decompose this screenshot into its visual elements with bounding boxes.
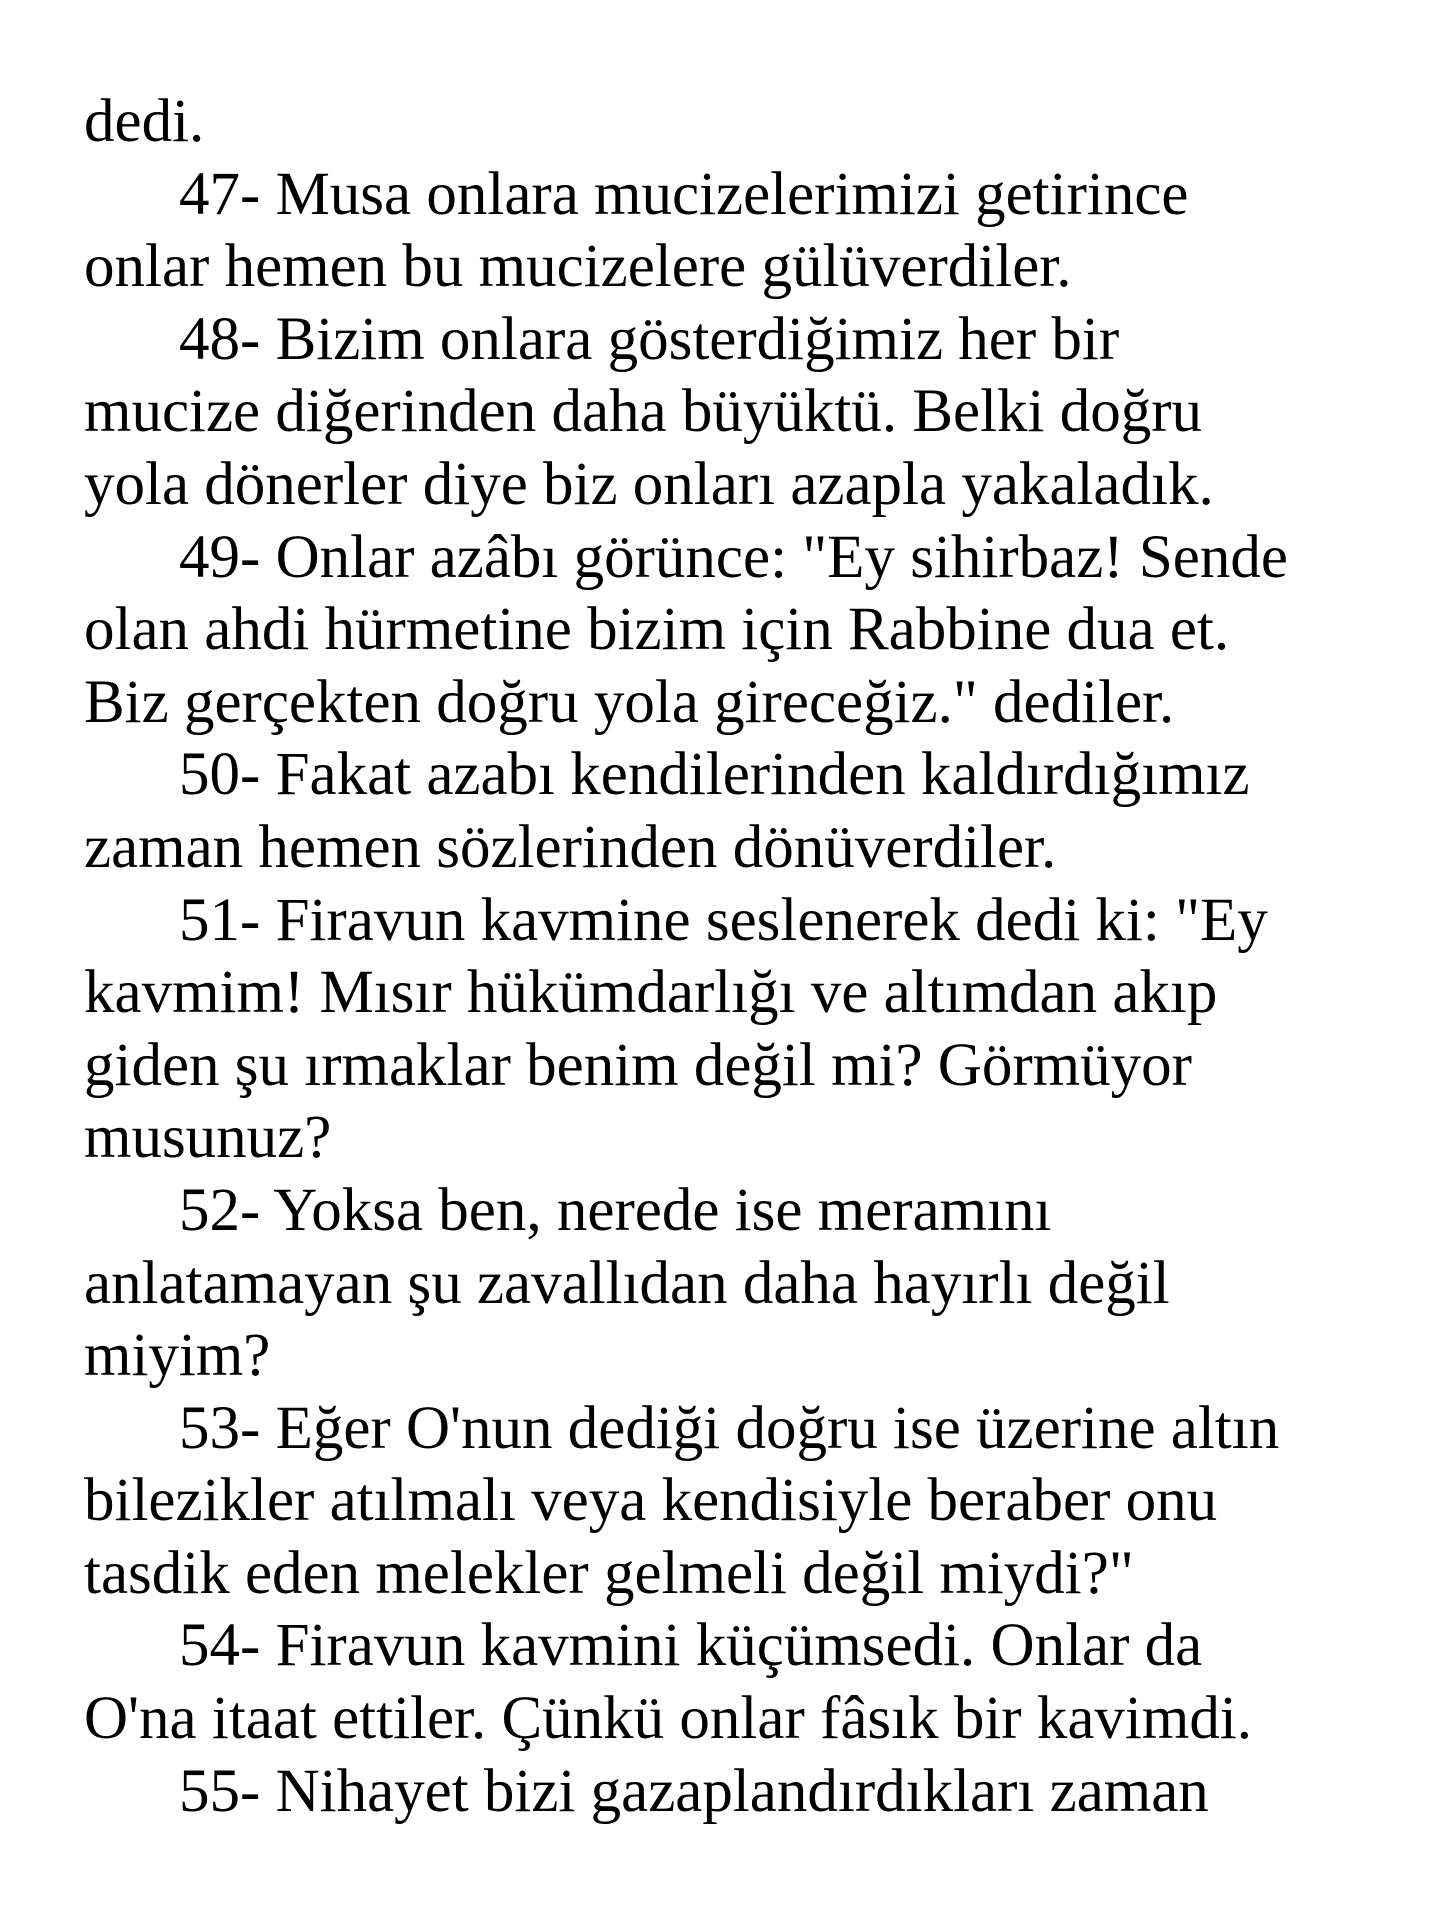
verse-49-start: 49- Onlar azâbı görünce: "Ey sihirbaz! Sende: [179, 523, 1288, 591]
document-page: [84, 86, 1404, 1828]
text-line-continuation: dedi.: [84, 88, 205, 155]
verse-54-start: 54- Firavun kavmini küçümsedi. Onlar da: [179, 1612, 1203, 1680]
verse-54-line: O'na itaat ettiler. Çünkü onlar fâsık bir kavimdi.: [84, 1685, 1253, 1753]
verse-48-start: 48- Bizim onlara gösterdiğimiz her bir: [179, 305, 1120, 373]
verse-47-start: 47- Musa onlara mucizelerimizi getirince: [179, 160, 1189, 228]
verse-53-line: tasdik eden melekler gelmeli değil miydi?": [84, 1539, 1134, 1607]
verse-48-line: yola dönerler diye biz onları azapla yakaladık.: [84, 450, 1214, 518]
verse-53-start: 53- Eğer O'nun dediği doğru ise üzerine altın: [179, 1394, 1280, 1462]
verse-52-line: anlatamayan şu zavallıdan daha hayırlı değil: [84, 1249, 1170, 1317]
verse-50-line: zaman hemen sözlerinden dönüverdiler.: [84, 813, 1057, 881]
verse-49-line: Biz gerçekten doğru yola gireceğiz." dediler.: [84, 668, 1175, 736]
verse-49-line: olan ahdi hürmetine bizim için Rabbine dua et.: [84, 596, 1230, 664]
verse-55-start: 55- Nihayet bizi gazaplandırdıkları zaman: [179, 1757, 1209, 1825]
verse-50-start: 50- Fakat azabı kendilerinden kaldırdığımız: [179, 741, 1250, 809]
verse-51-line: kavmim! Mısır hükümdarlığı ve altımdan akıp: [84, 959, 1218, 1027]
verse-53-line: bilezikler atılmalı veya kendisiyle beraber onu: [84, 1467, 1218, 1535]
verse-47-line: onlar hemen bu mucizelere gülüverdiler.: [84, 233, 1072, 301]
verse-48-line: mucize diğerinden daha büyüktü. Belki doğru: [84, 378, 1203, 446]
verse-52-start: 52- Yoksa ben, nerede ise meramını: [179, 1176, 1052, 1244]
verse-51-line: musunuz?: [84, 1104, 332, 1172]
verse-52-line: miyim?: [84, 1322, 271, 1390]
verse-51-line: giden şu ırmaklar benim değil mi? Görmüyor: [84, 1031, 1192, 1099]
verse-51-start: 51- Firavun kavmine seslenerek dedi ki: "Ey: [179, 886, 1268, 954]
